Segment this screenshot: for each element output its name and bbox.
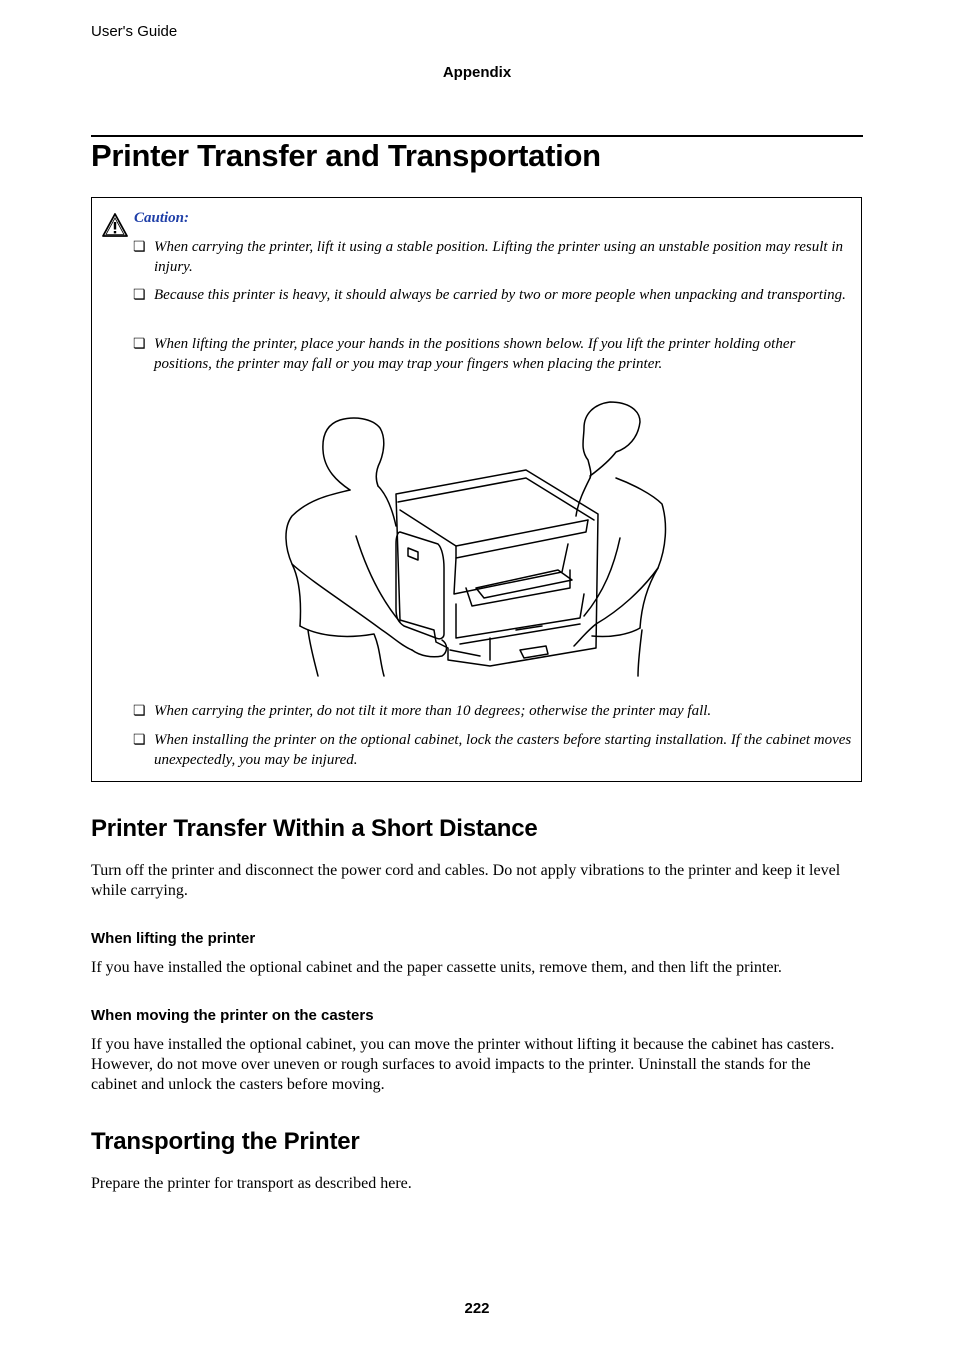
caution-item-text: Because this printer is heavy, it should always be carried by two or more people when unpacking and transporting. xyxy=(154,287,846,303)
page-title: Printer Transfer and Transportation xyxy=(91,138,601,173)
caution-item xyxy=(133,731,853,770)
section-heading-transporting: Transporting the Printer xyxy=(91,1128,360,1155)
transporting-intro: Prepare the printer for transport as described here. xyxy=(91,1175,412,1192)
caution-item-text: When installing the printer on the optional cabinet, lock the casters before starting installation. If the cabinet moves unexpectedly, you may be injured. xyxy=(154,732,852,768)
checkbox-bullet-icon: ❏ xyxy=(133,288,146,303)
caution-item xyxy=(133,335,853,374)
caution-item-text: When carrying the printer, do not tilt it more than 10 degrees; otherwise the printer may fall. xyxy=(154,703,712,719)
title-rule xyxy=(91,135,863,137)
header-section-title: Appendix xyxy=(442,64,512,81)
section-heading-short-distance: Printer Transfer Within a Short Distance xyxy=(91,815,538,842)
subheading-lifting: When lifting the printer xyxy=(91,930,256,947)
caution-item xyxy=(133,286,853,306)
checkbox-bullet-icon: ❏ xyxy=(133,337,146,352)
lifting-illustration xyxy=(280,398,670,678)
caution-item-text: When lifting the printer, place your hands in the positions shown below. If you lift the printer holding other positions, the printer may fall or you may trap your fingers when placing the printer. xyxy=(154,336,796,372)
caution-item xyxy=(133,238,853,277)
checkbox-bullet-icon: ❏ xyxy=(133,240,146,255)
subheading-casters: When moving the printer on the casters xyxy=(91,1007,374,1024)
warning-triangle-icon xyxy=(101,212,129,238)
right-person-figure xyxy=(574,402,665,676)
checkbox-bullet-icon: ❏ xyxy=(133,733,146,748)
caution-label: Caution: xyxy=(134,210,190,226)
checkbox-bullet-icon: ❏ xyxy=(133,704,146,719)
header-guide-title: User's Guide xyxy=(91,23,178,40)
caution-item xyxy=(133,702,853,722)
caution-item-text: When carrying the printer, lift it using a stable position. Lifting the printer using an unstable position may result in injury. xyxy=(154,239,844,275)
lifting-text: If you have installed the optional cabinet and the paper cassette units, remove them, and then lift the printer. xyxy=(91,959,782,976)
left-person-figure xyxy=(286,418,447,676)
short-distance-intro: Turn off the printer and disconnect the power cord and cables. Do not apply vibrations to the printer and keep it level while carrying. xyxy=(91,862,841,899)
printer-figure xyxy=(396,470,598,666)
casters-text: If you have installed the optional cabinet, you can move the printer without lifting it because the cabinet has casters. However, do not move over uneven or rough surfaces to avoid impacts to the printer. Uninstall the stands for the cabinet and unlock the casters before moving. xyxy=(91,1036,835,1093)
page-number: 222 xyxy=(464,1300,490,1317)
